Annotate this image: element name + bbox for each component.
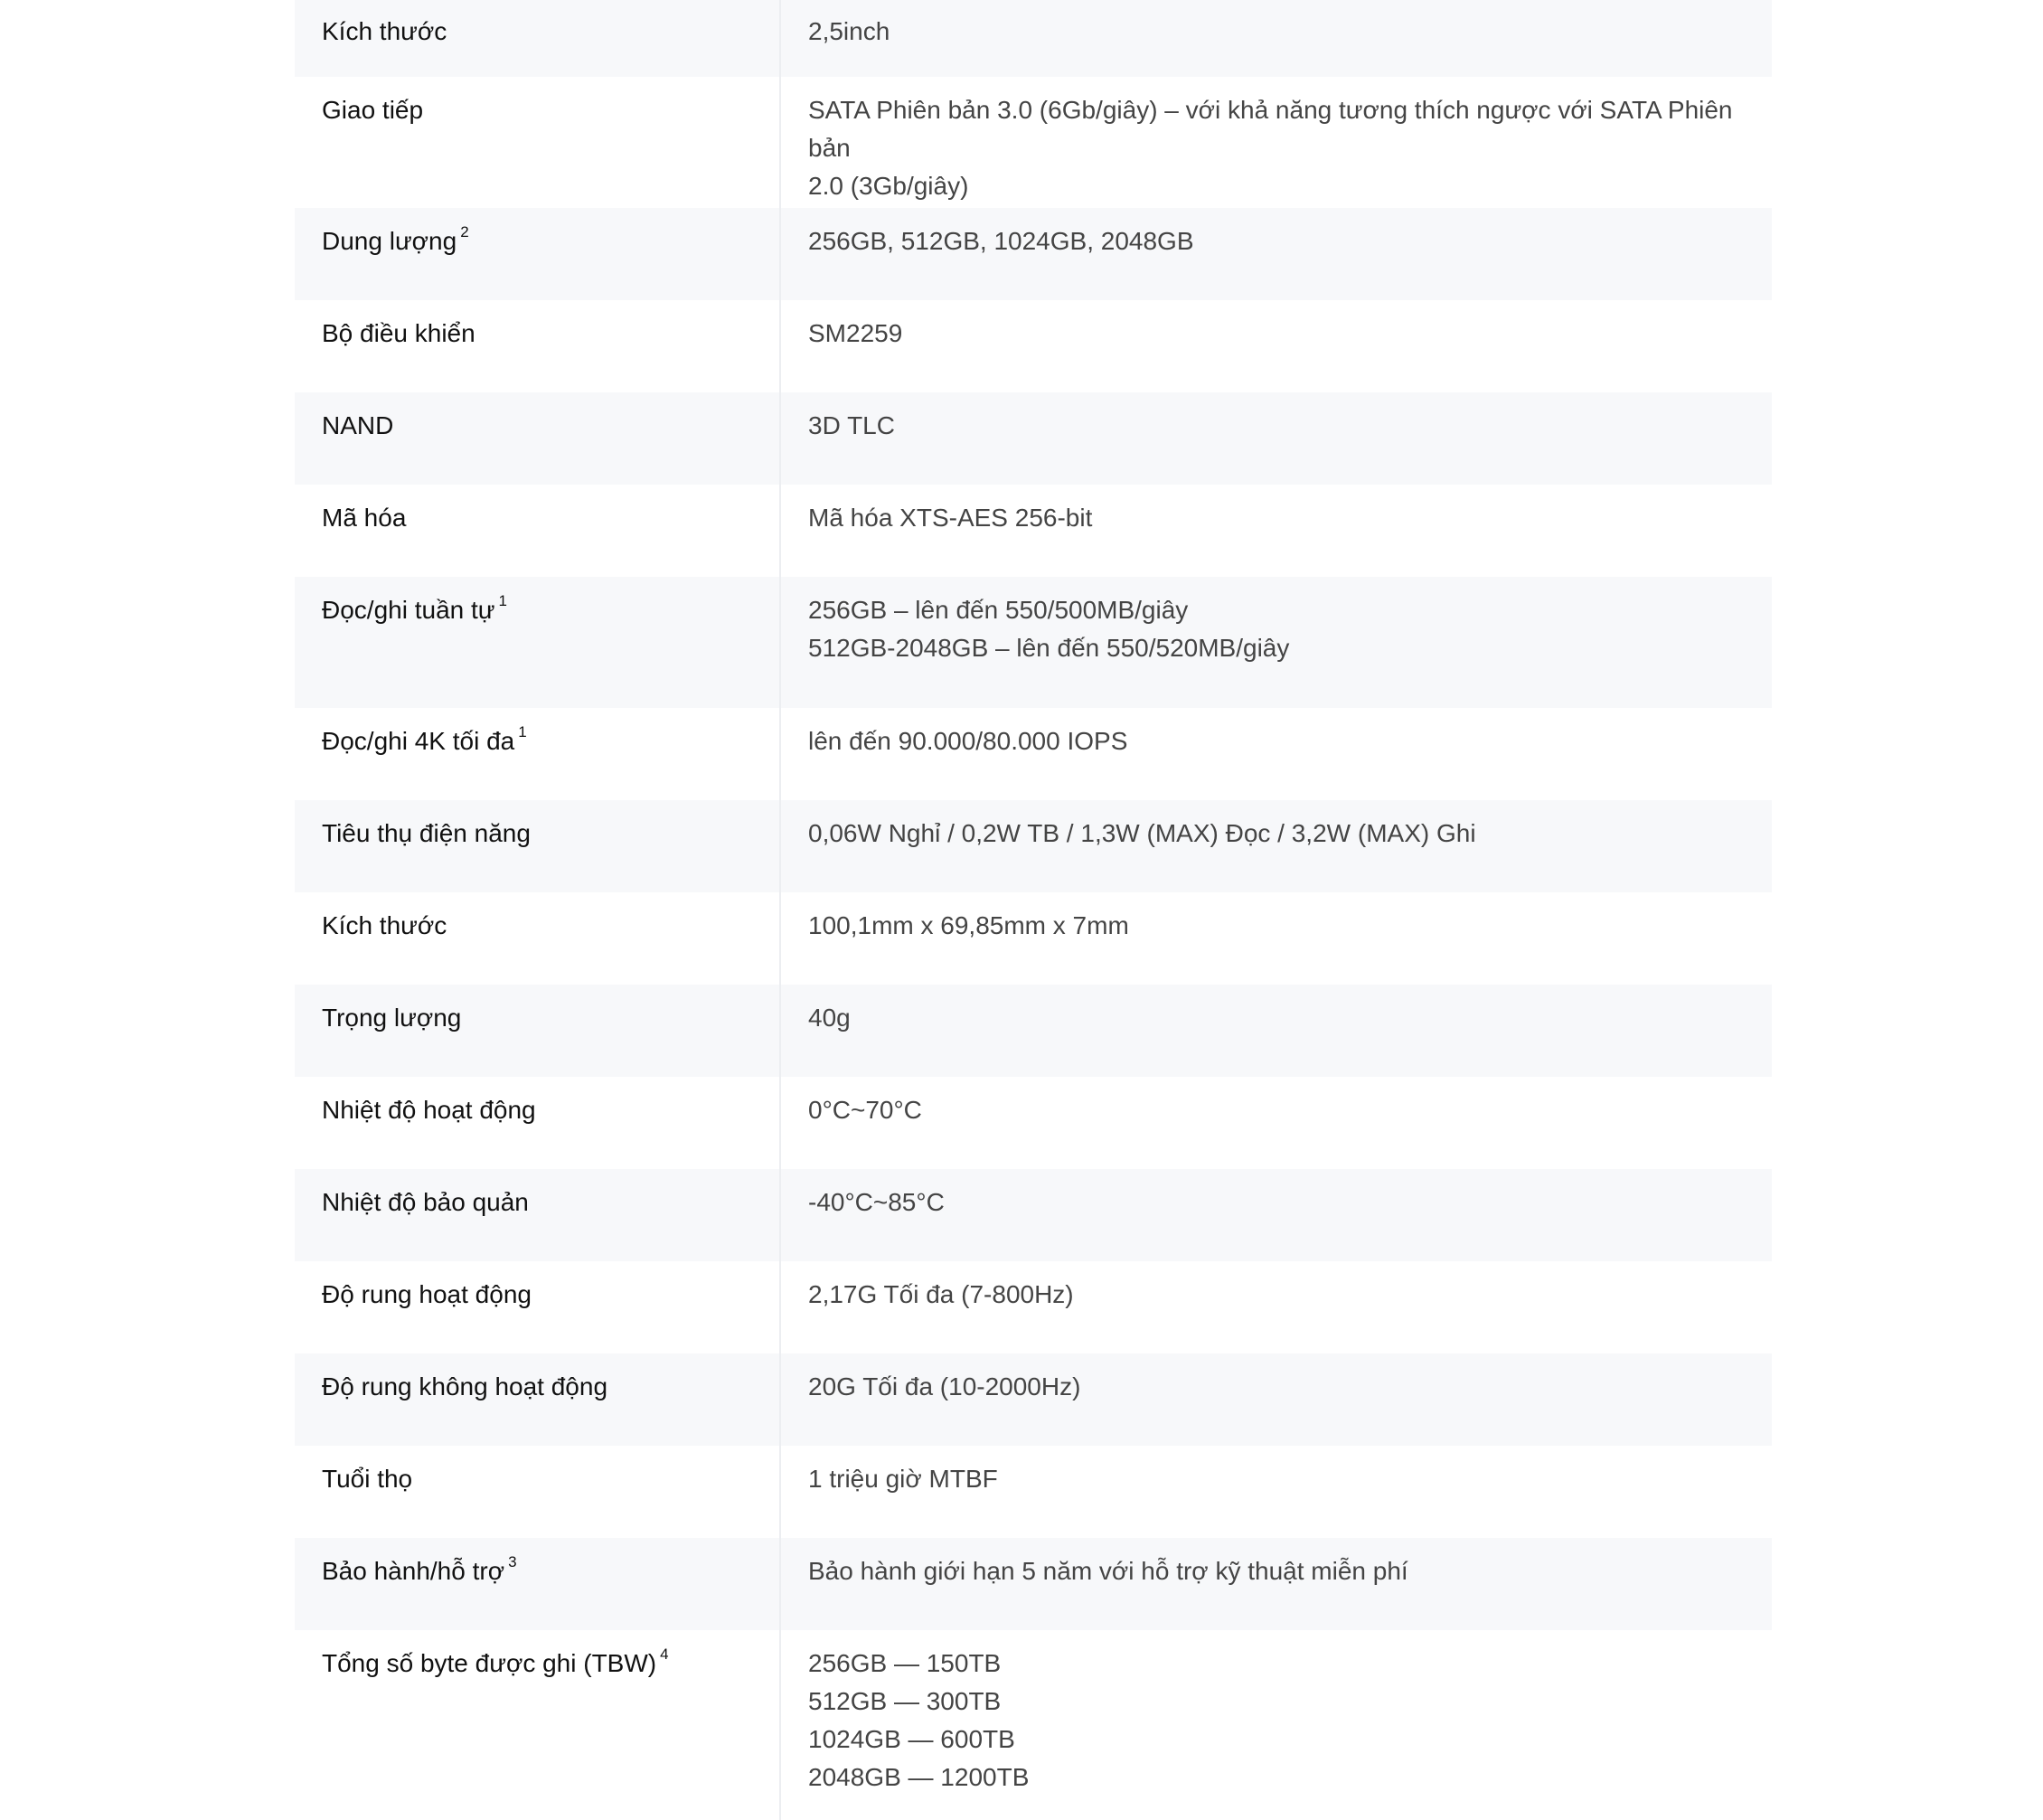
spec-value-line: 2048GB — 1200TB [808,1763,1030,1791]
spec-row [295,1446,1772,1538]
footnote-marker: 3 [508,1552,517,1570]
spec-table [295,0,1772,1820]
spec-row [295,1169,1772,1261]
spec-label-text: Trọng lượng [322,1004,462,1032]
spec-row [295,1630,1772,1820]
spec-value [781,577,1772,708]
spec-value [781,1353,1772,1446]
spec-label-text: Tổng số byte được ghi (TBW) [322,1649,657,1677]
spec-label-text: Kích thước [322,17,447,45]
spec-value [781,208,1772,300]
spec-value [781,485,1772,577]
spec-label-text: Bộ điều khiển [322,319,475,347]
spec-value-line: 2,5inch [808,17,890,45]
spec-label-text: Nhiệt độ hoạt động [322,1096,536,1124]
spec-label-text: Giao tiếp [322,96,424,124]
spec-value [781,800,1772,892]
spec-label-text: Độ rung hoạt động [322,1280,532,1308]
spec-value [781,0,1772,77]
spec-row [295,392,1772,485]
spec-label-text: Nhiệt độ bảo quản [322,1188,529,1216]
spec-row [295,1261,1772,1353]
spec-label-text: NAND [322,411,394,439]
spec-value [781,77,1772,208]
spec-row [295,1077,1772,1169]
spec-label [295,800,781,892]
spec-value-line: 3D TLC [808,411,895,439]
spec-value-line: 512GB — 300TB [808,1687,1002,1715]
spec-value [781,1261,1772,1353]
spec-value-line: 256GB — 150TB [808,1649,1002,1677]
spec-row [295,800,1772,892]
spec-value-line: 1024GB — 600TB [808,1725,1015,1753]
spec-row [295,0,1772,77]
footnote-marker: 1 [518,722,527,740]
spec-label [295,0,781,77]
spec-label-text: Đọc/ghi tuần tự [322,596,495,624]
spec-label [295,1538,781,1630]
spec-label [295,892,781,985]
spec-row [295,892,1772,985]
spec-value-line: 20G Tối đa (10-2000Hz) [808,1372,1081,1400]
spec-label-text: Độ rung không hoạt động [322,1372,608,1400]
spec-value [781,985,1772,1077]
spec-value-line: 2.0 (3Gb/giây) [808,172,969,200]
spec-value-line: 1 triệu giờ MTBF [808,1465,998,1493]
spec-row [295,485,1772,577]
spec-value-line: 40g [808,1004,851,1032]
spec-label-text: Đọc/ghi 4K tối đa [322,727,515,755]
spec-value [781,1538,1772,1630]
spec-row [295,1353,1772,1446]
spec-value [781,300,1772,392]
spec-value-line: SM2259 [808,319,903,347]
spec-label [295,577,781,708]
spec-label [295,1169,781,1261]
spec-value [781,392,1772,485]
spec-value [781,1446,1772,1538]
spec-row [295,985,1772,1077]
spec-value [781,1077,1772,1169]
spec-label [295,1446,781,1538]
spec-label [295,208,781,300]
spec-value-line: 0,06W Nghỉ / 0,2W TB / 1,3W (MAX) Đọc / 3,2W (MAX) Ghi [808,819,1476,847]
spec-value-line: 0°C~70°C [808,1096,922,1124]
spec-label [295,985,781,1077]
spec-label-text: Tuổi thọ [322,1465,413,1493]
spec-label [295,77,781,208]
spec-label-text: Mã hóa [322,504,407,532]
spec-value-line: Bảo hành giới hạn 5 năm với hỗ trợ kỹ thuật miễn phí [808,1557,1408,1585]
spec-value-line: 512GB-2048GB – lên đến 550/520MB/giây [808,634,1290,662]
spec-row [295,1538,1772,1630]
spec-label [295,485,781,577]
spec-value [781,1169,1772,1261]
footnote-marker: 1 [498,591,507,609]
spec-value [781,708,1772,800]
spec-label [295,300,781,392]
spec-label-text: Dung lượng [322,227,457,255]
spec-value-line: lên đến 90.000/80.000 IOPS [808,727,1128,755]
footnote-marker: 2 [460,222,469,240]
spec-value-line: 100,1mm x 69,85mm x 7mm [808,911,1129,939]
spec-value [781,1630,1772,1820]
spec-value [781,892,1772,985]
spec-row [295,208,1772,300]
spec-value-line: 256GB, 512GB, 1024GB, 2048GB [808,227,1194,255]
spec-value-line: 256GB – lên đến 550/500MB/giây [808,596,1189,624]
spec-row [295,577,1772,708]
spec-label [295,392,781,485]
spec-label-text: Kích thước [322,911,447,939]
spec-value-line: SATA Phiên bản 3.0 (6Gb/giây) – với khả năng tương thích ngược với SATA Phiên bản [808,96,1733,162]
spec-label-text: Bảo hành/hỗ trợ [322,1557,505,1585]
spec-label [295,1630,781,1820]
spec-value-line: 2,17G Tối đa (7-800Hz) [808,1280,1074,1308]
spec-row [295,300,1772,392]
spec-value-line: -40°C~85°C [808,1188,945,1216]
footnote-marker: 4 [660,1645,669,1663]
spec-label [295,1261,781,1353]
spec-row [295,708,1772,800]
spec-row [295,77,1772,208]
spec-label [295,1077,781,1169]
spec-label [295,1353,781,1446]
spec-label-text: Tiêu thụ điện năng [322,819,531,847]
spec-label [295,708,781,800]
spec-value-line: Mã hóa XTS-AES 256-bit [808,504,1093,532]
